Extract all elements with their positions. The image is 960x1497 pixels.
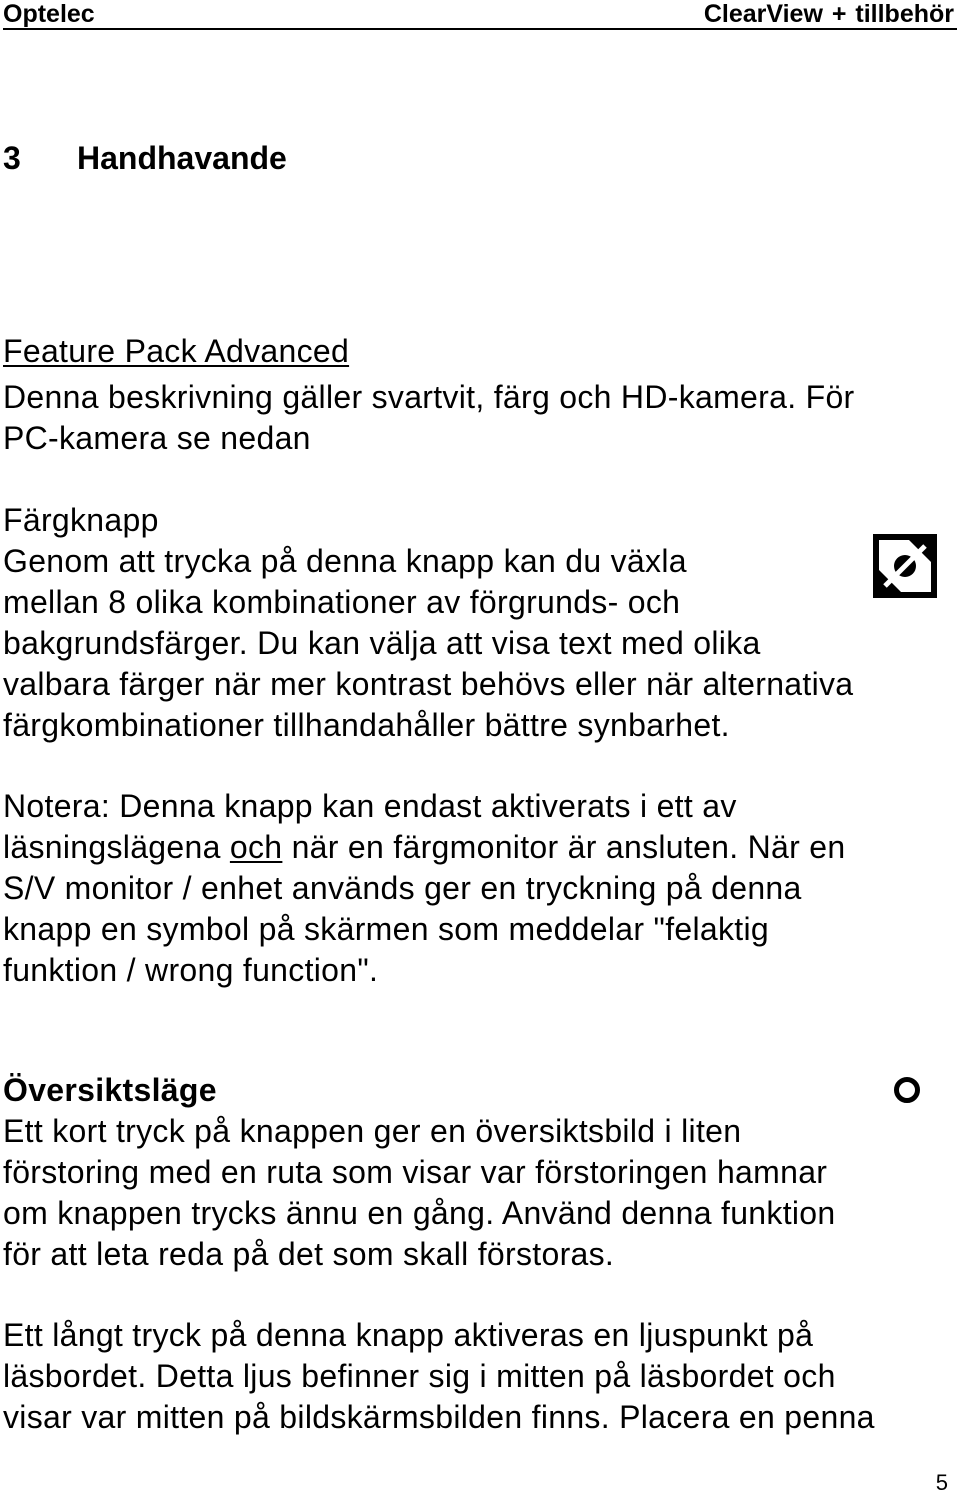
paragraph-line: PC-kamera se nedan xyxy=(3,420,311,456)
paragraph-line: färgkombinationer tillhandahåller bättre synbarhet. xyxy=(3,707,730,743)
note-line xyxy=(3,827,846,868)
paragraph-line: om knappen trycks ännu en gång. Använd denna funktion xyxy=(3,1195,836,1231)
paragraph-line: Ett kort tryck på knappen ger en översiktsbild i liten xyxy=(3,1113,742,1149)
note-line: Notera: Denna knapp kan endast aktiverats i ett av xyxy=(3,788,737,824)
note-line: funktion / wrong function". xyxy=(3,952,379,988)
section-number: 3 xyxy=(3,140,21,176)
paragraph-line: Denna beskrivning gäller svartvit, färg och HD-kamera. För xyxy=(3,379,855,415)
page-number: 5 xyxy=(935,1470,948,1495)
color-button-heading: Färgknapp xyxy=(3,502,159,538)
paragraph-line: Ett långt tryck på denna knapp aktiveras en ljuspunkt på xyxy=(3,1317,814,1353)
color-toggle-icon xyxy=(873,534,937,598)
header-right-text: ClearView + tillbehör xyxy=(703,0,954,28)
header-left-text: Optelec xyxy=(3,0,95,28)
paragraph-line: visar var mitten på bildskärmsbilden finns. Placera en penna xyxy=(3,1399,875,1435)
note-text: läsningslägena xyxy=(3,829,230,865)
note-underlined-word: och xyxy=(229,829,283,865)
paragraph-line: förstoring med en ruta som visar var förstoringen hamnar xyxy=(3,1154,828,1190)
overview-heading: Översiktsläge xyxy=(3,1072,217,1108)
paragraph-line: läsbordet. Detta ljus befinner sig i mitten på läsbordet och xyxy=(3,1358,836,1394)
section-title: Handhavande xyxy=(77,140,287,176)
feature-pack-heading: Feature Pack Advanced xyxy=(3,333,350,369)
note-line: S/V monitor / enhet används ger en tryckning på denna xyxy=(3,870,802,906)
paragraph-line: Genom att trycka på denna knapp kan du växla xyxy=(3,543,687,579)
paragraph-line: valbara färger när mer kontrast behövs eller när alternativa xyxy=(3,666,854,702)
paragraph-line: för att leta reda på det som skall förstoras. xyxy=(3,1236,615,1272)
header-rule xyxy=(3,28,957,30)
paragraph-line: mellan 8 olika kombinationer av förgrunds- och xyxy=(3,584,681,620)
paragraph-line: bakgrundsfärger. Du kan välja att visa text med olika xyxy=(3,625,761,661)
circle-icon xyxy=(893,1076,921,1104)
note-text: när en färgmonitor är ansluten. När en xyxy=(282,829,846,865)
note-line: knapp en symbol på skärmen som meddelar "felaktig xyxy=(3,911,769,947)
